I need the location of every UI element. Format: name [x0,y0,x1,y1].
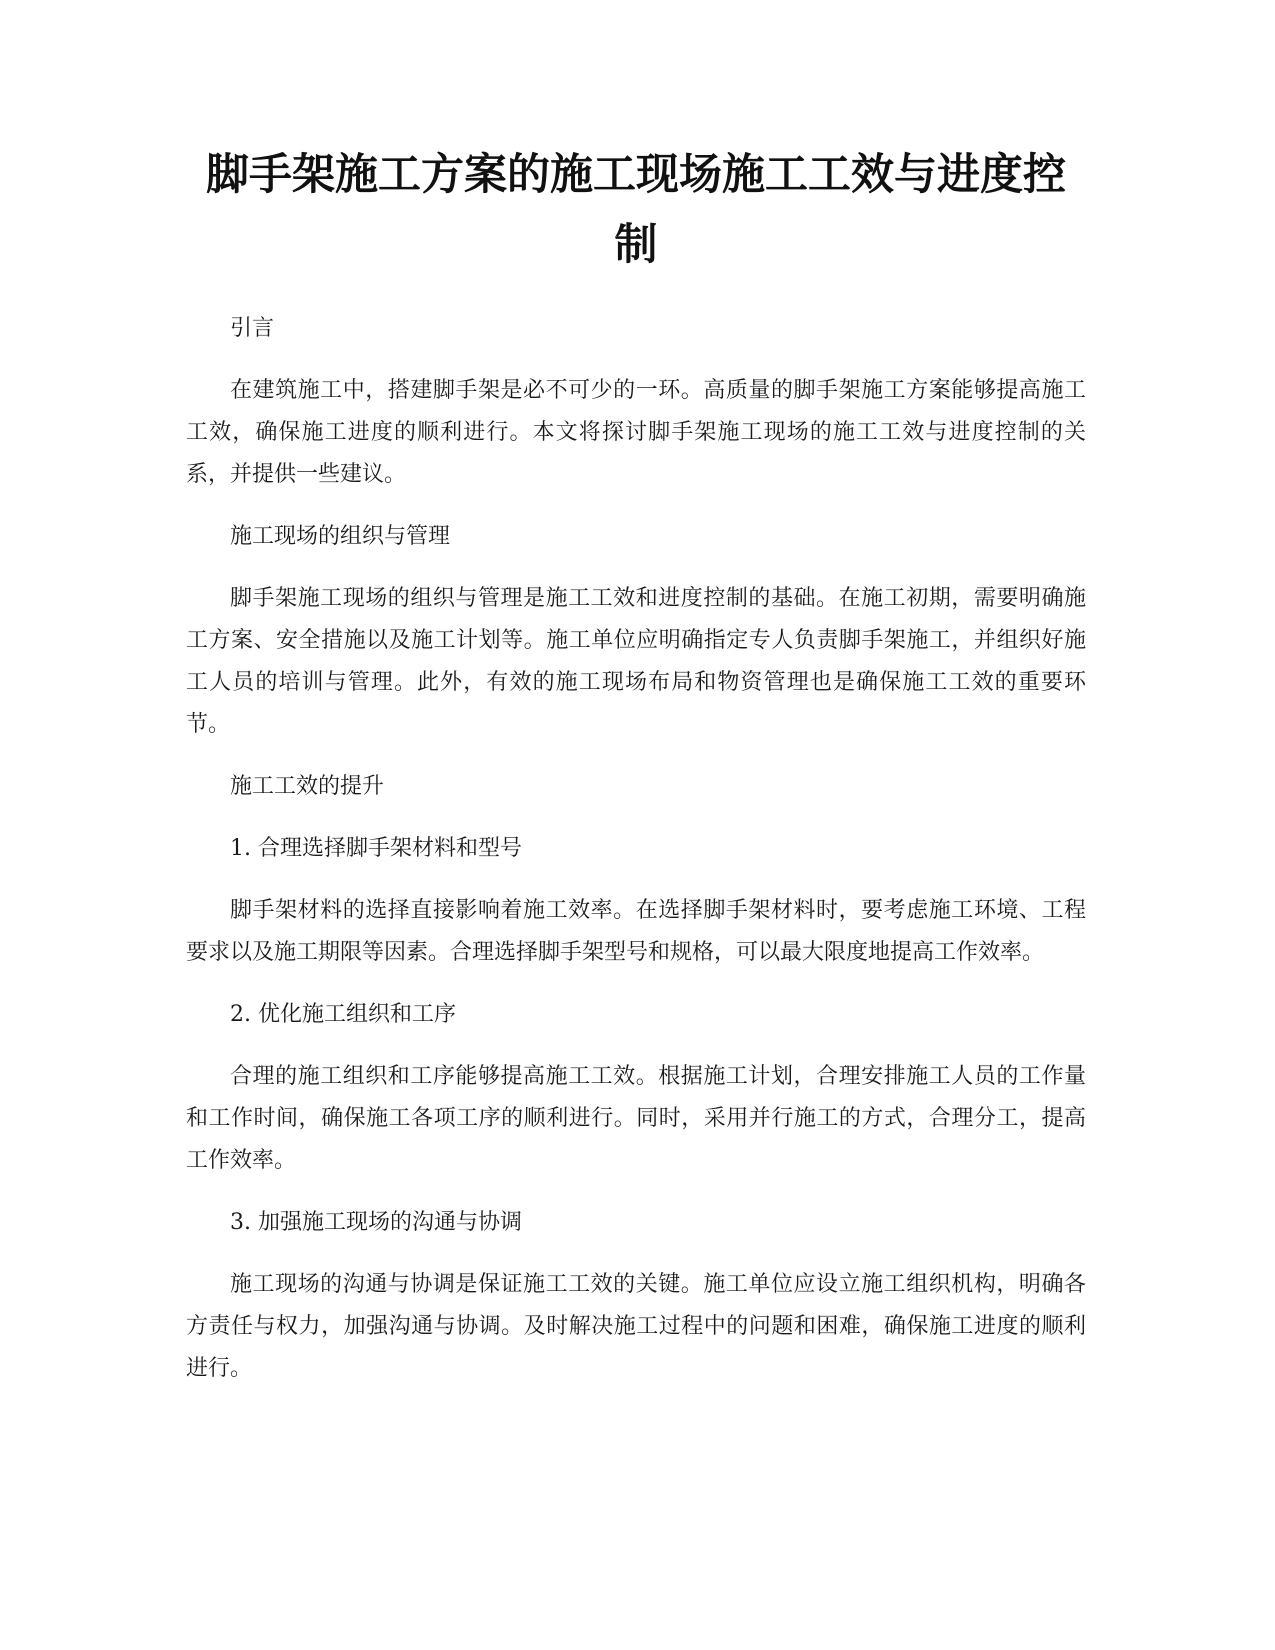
subheading-materials: 1. 合理选择脚手架材料和型号 [230,836,522,861]
section-heading-efficiency: 施工工效的提升 [230,774,385,799]
subheading-communication: 3. 加强施工现场的沟通与协调 [230,1210,522,1235]
subheading-organization-process: 2. 优化施工组织和工序 [230,1002,456,1027]
paragraph-intro: 在建筑施工中，搭建脚手架是必不可少的一环。高质量的脚手架施工方案能够提高施工工效，确保施工进度的顺利进行。本文将探讨脚手架施工现场的施工工效与进度控制的关系，并提供一些建议。 [186,378,1086,487]
paragraph-materials: 脚手架材料的选择直接影响着施工效率。在选择脚手架材料时，要考虑施工环境、工程要求以及施工期限等因素。合理选择脚手架型号和规格，可以最大限度地提高工作效率。 [186,898,1086,965]
document-body [186,308,1086,1390]
paragraph-organization-process: 合理的施工组织和工序能够提高施工工效。根据施工计划，合理安排施工人员的工作量和工作时间，确保施工各项工序的顺利进行。同时，采用并行施工的方式，合理分工，提高工作效率。 [186,1064,1086,1173]
document-title: 脚手架施工方案的施工现场施工工效与进度控制 [206,150,1066,270]
paragraph-communication: 施工现场的沟通与协调是保证施工工效的关键。施工单位应设立施工组织机构，明确各方责任与权力，加强沟通与协调。及时解决施工过程中的问题和困难，确保施工进度的顺利进行。 [186,1272,1086,1381]
paragraph-organization: 脚手架施工现场的组织与管理是施工工效和进度控制的基础。在施工初期，需要明确施工方案、安全措施以及施工计划等。施工单位应明确指定专人负责脚手架施工，并组织好施工人员的培训与管理。此外，有效的施工现场布局和物资管理也是确保施工工效的重要环节。 [186,586,1086,737]
section-heading-intro: 引言 [230,316,275,341]
section-heading-organization: 施工现场的组织与管理 [230,524,451,549]
document-page [186,0,1086,1410]
